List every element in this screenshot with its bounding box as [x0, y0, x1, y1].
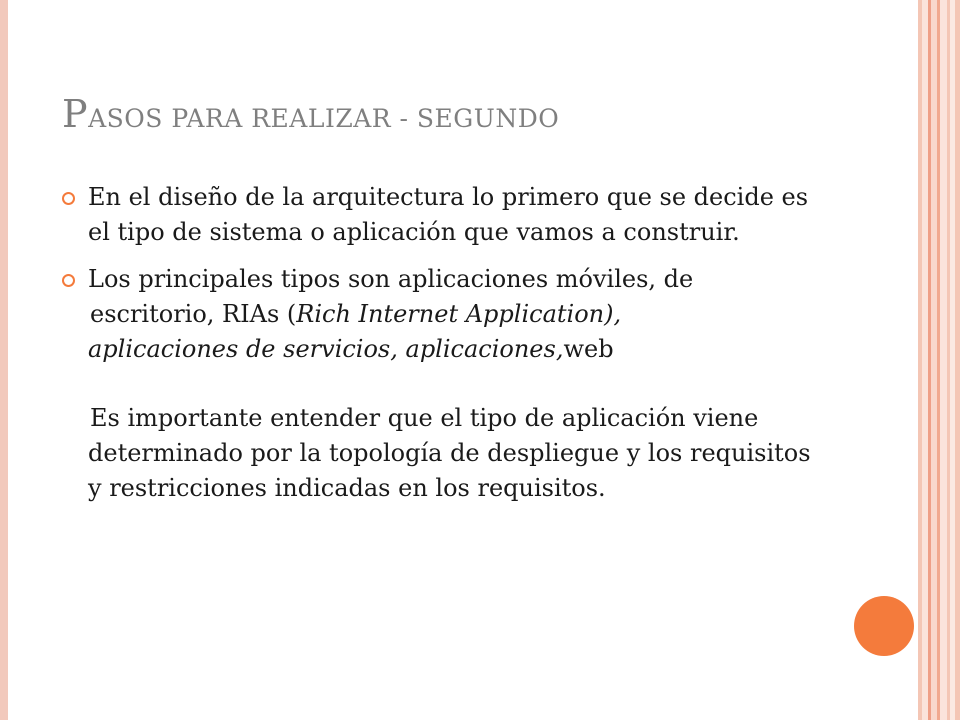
title-first-letter: P: [62, 92, 89, 136]
bullet-2-line-3-suffix: web: [563, 335, 614, 363]
orange-circle-decoration-icon: [854, 596, 914, 656]
bullet-2-line-2-italic: Rich Internet Application),: [296, 300, 622, 328]
bullet-item-1: [62, 180, 822, 250]
right-stripes-decoration: [918, 0, 960, 720]
explanatory-paragraph: Es importante entender que el tipo de aplicación viene determinado por la topología de despliegue y los requisitos y restricciones indicadas en los requisitos.: [88, 404, 811, 502]
slide-title: [62, 92, 559, 136]
bullet-2-line-1: Los principales tipos son aplicaciones móviles, de: [88, 265, 694, 293]
slide-body: [62, 180, 822, 506]
bullet-2-line-2-prefix: escritorio, RIAs (: [90, 300, 297, 328]
title-rest: ASOS PARA REALIZAR - SEGUNDO: [88, 104, 560, 133]
hollow-circle-bullet-icon: [62, 274, 75, 287]
bullet-item-2: [62, 262, 822, 297]
bullet-2-continuation: [62, 297, 822, 367]
left-edge-decoration: [0, 0, 8, 720]
hollow-circle-bullet-icon: [62, 192, 75, 205]
bullet-1-text: En el diseño de la arquitectura lo primero que se decide es el tipo de sistema o aplicación que vamos a construir.: [88, 183, 809, 246]
bullet-2-line-3-italic: aplicaciones de servicios, aplicaciones,: [88, 335, 564, 363]
